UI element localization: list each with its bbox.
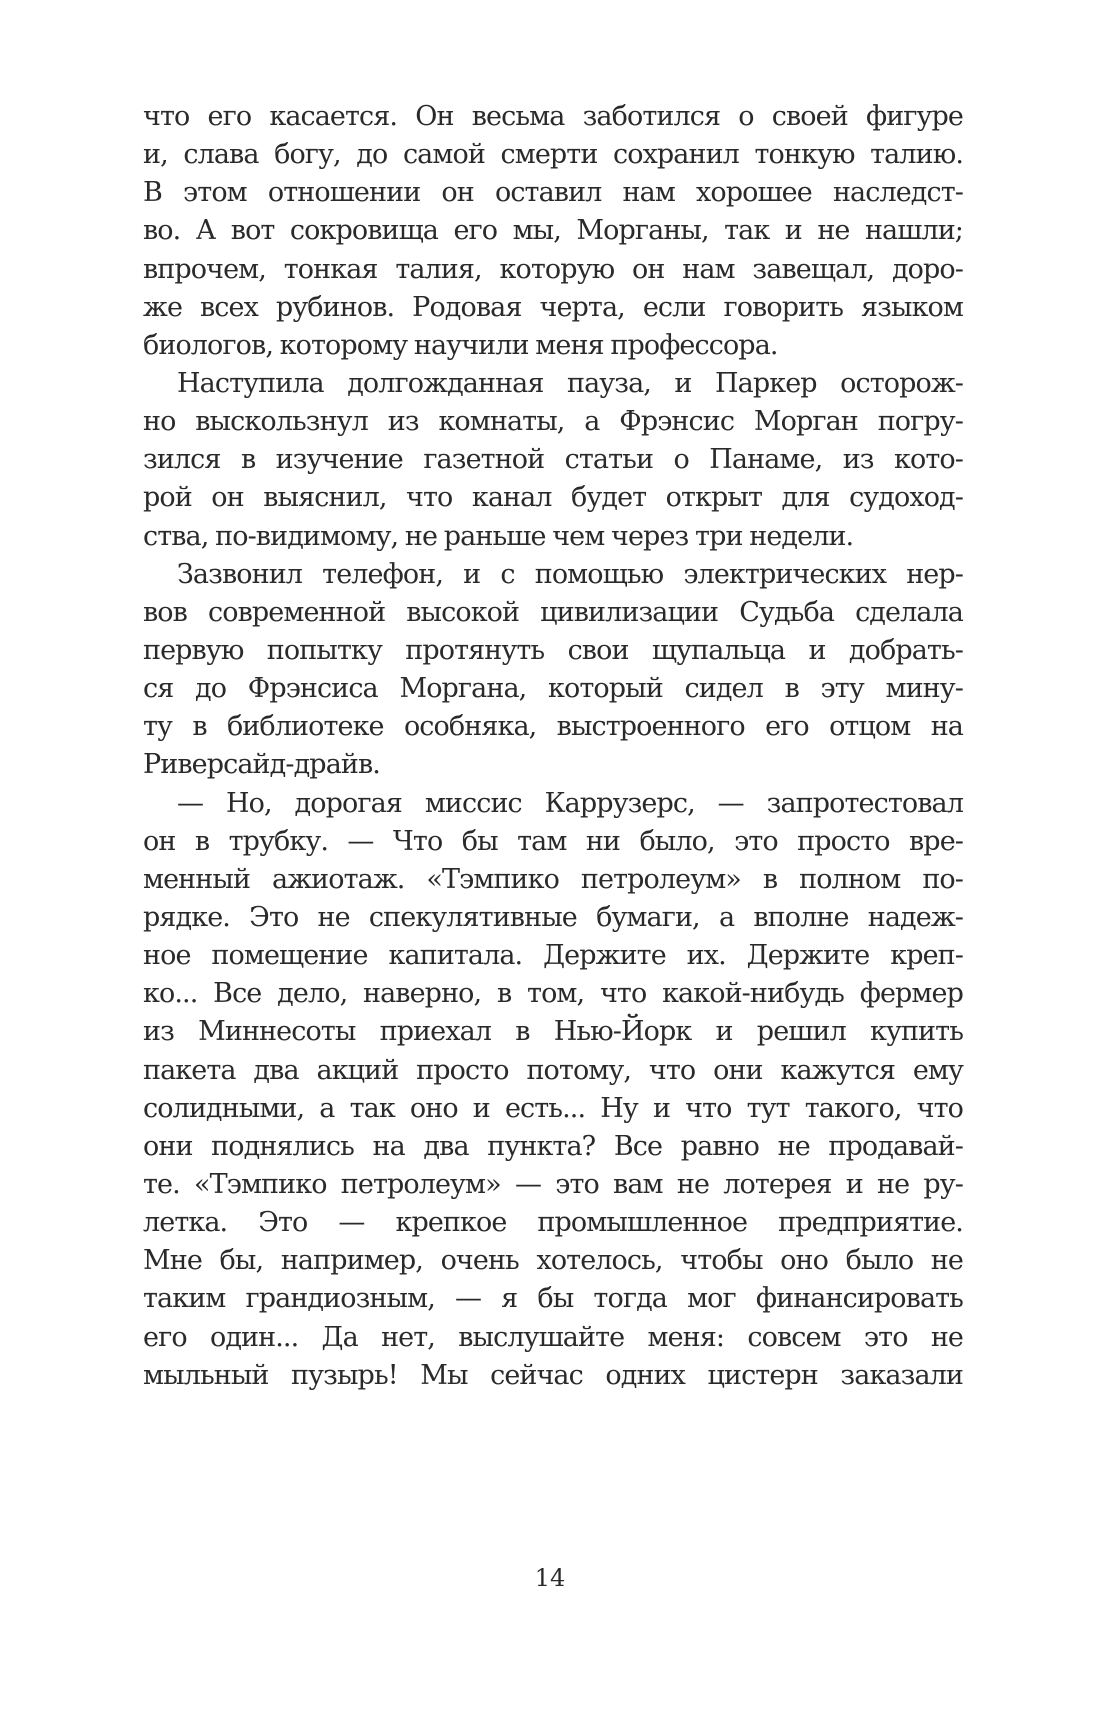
text-line: рой он выяснил, что канал будет открыт для судоход- — [143, 482, 963, 514]
text-line: ся до Фрэнсиса Моргана, который сидел в эту мину- — [143, 673, 963, 705]
text-line: Риверсайд-драйв. — [143, 749, 380, 781]
text-line: его один... Да нет, выслушайте меня: совсем это не — [143, 1321, 963, 1353]
text-line: первую попытку протянуть свои щупальца и добрать- — [143, 634, 963, 666]
text-line: ное помещение капитала. Держите их. Держите креп- — [143, 940, 963, 972]
text-line: биологов, которому научили меня профессора. — [143, 329, 778, 361]
text-line: что его касается. Он весьма заботился о своей фигуре — [143, 101, 963, 132]
text-line: впрочем, тонкая талия, которую он нам завещал, доро- — [143, 253, 963, 285]
page-number: 14 — [534, 1564, 566, 1592]
text-line: вов современной высокой цивилизации Судьба сделала — [143, 596, 963, 628]
text-line: же всех рубинов. Родовая черта, если говорить языком — [143, 291, 963, 323]
paragraph — [143, 98, 963, 365]
text-line: но выскользнул из комнаты, а Фрэнсис Морган погру- — [143, 406, 963, 438]
text-line: ту в библиотеке особняка, выстроенного его отцом на — [143, 711, 963, 743]
text-line: из Миннесоты приехал в Нью-Йорк и решил купить — [143, 1016, 963, 1048]
text-line: он в трубку. — Что бы там ни было, это просто вре- — [143, 825, 963, 857]
text-line: те. «Тэмпико петролеум» — это вам не лотерея и не ру- — [143, 1168, 963, 1200]
paragraph — [143, 556, 963, 785]
text-line: рядке. Это не спекулятивные бумаги, а вполне надеж- — [143, 901, 963, 933]
text-line: солидными, а так оно и есть... Ну и что тут такого, что — [143, 1092, 963, 1124]
text-line: мыльный пузырь! Мы сейчас одних цистерн заказали — [143, 1359, 963, 1391]
text-line: они поднялись на два пункта? Все равно не продавай- — [143, 1130, 963, 1162]
text-line: таким грандиозным, — я бы тогда мог финансировать — [143, 1283, 963, 1315]
text-line: — Но, дорогая миссис Каррузерс, — запротестовал — [177, 787, 963, 819]
text-line: Мне бы, например, очень хотелось, чтобы оно было не — [143, 1245, 963, 1277]
text-line: ко... Все дело, наверно, в том, что какой-нибудь фермер — [143, 978, 963, 1010]
text-line: В этом отношении он оставил нам хорошее наследст- — [143, 177, 963, 209]
paragraph — [143, 785, 963, 1395]
text-line: менный ажиотаж. «Тэмпико петролеум» в полном по- — [143, 863, 963, 895]
text-line: Наступила долгожданная пауза, и Паркер осторож- — [177, 367, 963, 399]
text-line: пакета два акций просто потому, что они кажутся ему — [143, 1054, 963, 1086]
text-line: Зазвонил телефон, и с помощью электрических нер- — [177, 558, 963, 590]
text-line: ства, по-видимому, не раньше чем через три недели. — [143, 520, 854, 552]
paragraph — [143, 365, 963, 556]
body-text — [143, 98, 963, 1395]
text-line: и, слава богу, до самой смерти сохранил тонкую талию. — [143, 139, 963, 171]
text-line: зился в изучение газетной статьи о Панаме, из кото- — [143, 444, 963, 476]
text-line: во. А вот сокровища его мы, Морганы, так и не нашли; — [143, 215, 963, 247]
text-line: летка. Это — крепкое промышленное предприятие. — [143, 1207, 963, 1239]
